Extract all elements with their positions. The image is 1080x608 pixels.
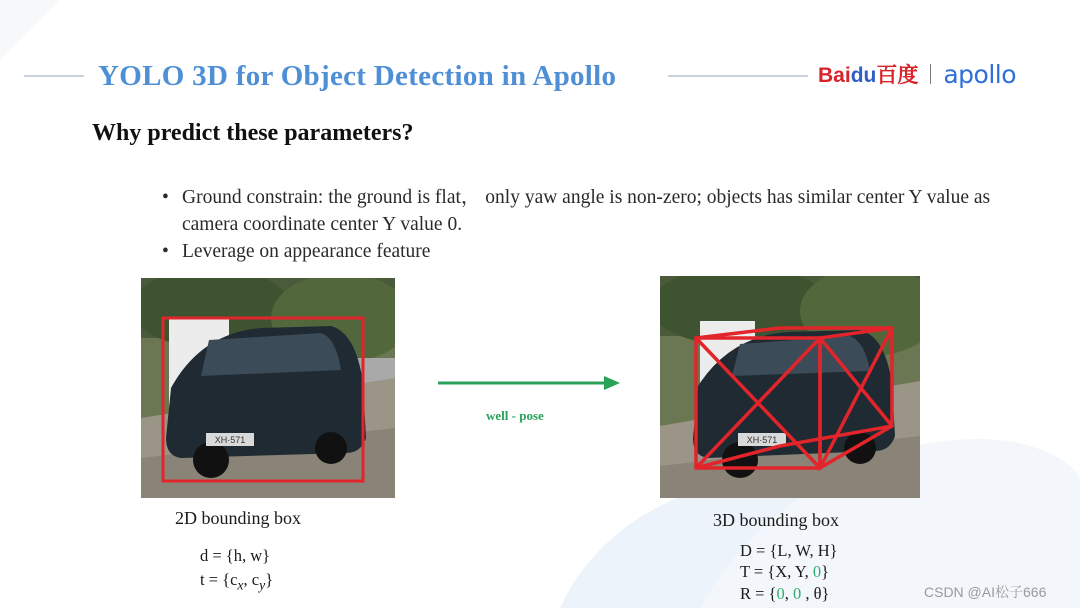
baidu-paw-icon: du [850, 64, 877, 87]
baidu-cn-text: 百度 [876, 64, 919, 87]
watermark: CSDN @AI松子666 [924, 584, 1047, 600]
param-t-suffix: } [265, 570, 274, 589]
param-t-sub-y: y [259, 577, 266, 593]
param-t-c1: c [230, 570, 238, 589]
photo-3d-bounding-box [660, 276, 920, 498]
param-t [200, 570, 273, 595]
apollo-logo: apollo [943, 59, 1017, 89]
param-D: D = {L, W, H} [740, 541, 838, 560]
header-rule-left [24, 75, 84, 77]
license-plate-text: XH·571 [214, 435, 246, 445]
header-rule-right [668, 75, 808, 77]
logo-divider [930, 64, 931, 84]
param-t-prefix: t = { [200, 570, 231, 589]
param-d: d = {h, w} [200, 546, 271, 565]
baidu-apollo-logo [818, 54, 1016, 94]
photo-2d-bounding-box [141, 278, 395, 498]
baidu-logo-text: Bai [818, 64, 851, 87]
baidu-logo [818, 59, 918, 89]
param-R-prefix: R = { [740, 584, 777, 603]
param-T-prefix: T = {X, Y, [740, 562, 813, 581]
caption-2d: 2D bounding box [175, 508, 301, 528]
param-R-zero2: 0 [792, 584, 802, 603]
caption-3d: 3D bounding box [713, 510, 839, 530]
bullet-item: • Leverage on appearance feature [162, 238, 1022, 265]
param-T [740, 562, 829, 582]
param-R [740, 584, 829, 604]
param-T-zero: 0 [812, 562, 822, 581]
bullet-list [162, 184, 1022, 265]
license-plate-text: XH·571 [746, 435, 778, 445]
param-t-c2: c [251, 570, 260, 589]
param-R-suffix: , θ} [801, 584, 830, 603]
slide-title: YOLO 3D for Object Detection in Apollo [98, 60, 617, 92]
transform-arrow [438, 374, 620, 394]
param-t-sub-x: x [237, 577, 244, 593]
param-R-sep: , [784, 584, 793, 603]
arrow-label: well - pose [486, 408, 544, 423]
param-R-zero1: 0 [776, 584, 785, 603]
section-heading: Why predict these parameters? [92, 120, 414, 146]
bullet-item: • Ground constrain: the ground is flat， only yaw angle is non-zero; objects has similar center Y value as camera coordinate center Y value 0. [162, 184, 1022, 238]
param-t-sep: , [243, 570, 252, 589]
param-T-suffix: } [821, 562, 830, 581]
